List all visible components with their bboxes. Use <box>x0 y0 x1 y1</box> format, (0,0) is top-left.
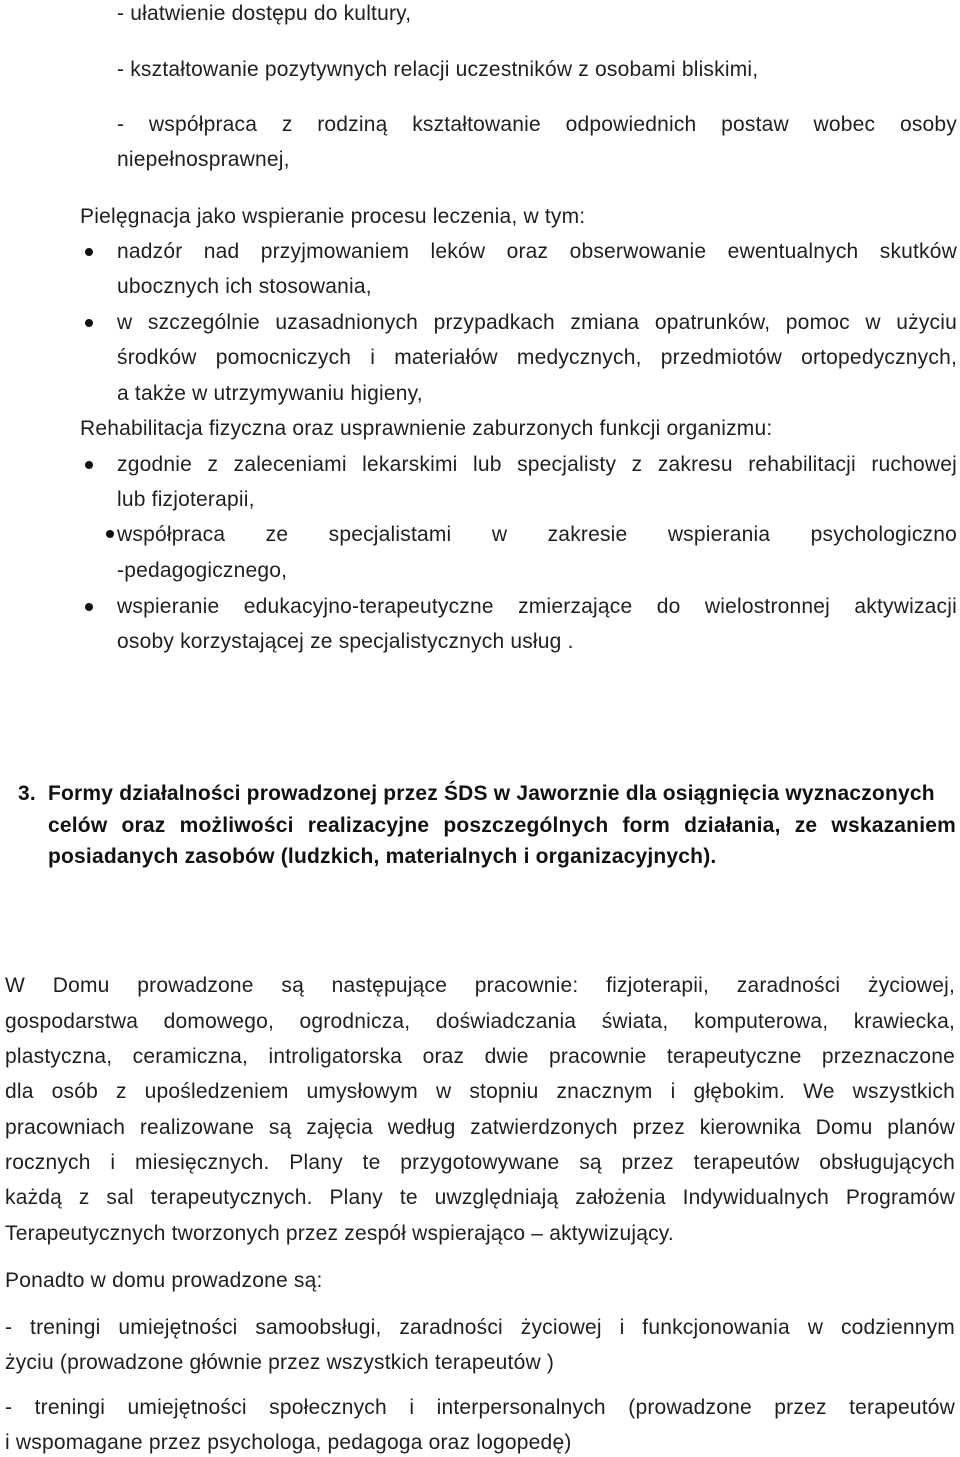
care-bullet-1-line-1: nadzór nad przyjmowaniem leków oraz obserwowanie ewentualnych skutków <box>117 240 957 263</box>
care-section-title: Pielęgnacja jako wspieranie procesu leczenia, w tym: <box>80 205 586 228</box>
training-2-line-1: - treningi umiejętności społecznych i interpersonalnych (prowadzone przez terapeutów <box>5 1396 955 1419</box>
paragraph-1-line-4: dla osób z upośledzeniem umysłowym w stopniu znacznym i głębokim. We wszystkich <box>5 1080 955 1103</box>
paragraph-1-line-6: rocznych i miesięcznych. Plany te przygotowywane są przez terapeutów obsługujących <box>5 1151 955 1174</box>
bullet-icon <box>85 461 93 469</box>
bullet-icon <box>85 603 93 611</box>
care-bullet-2-line-2: środków pomocniczych i materiałów medycznych, przedmiotów ortopedycznych, <box>117 346 957 369</box>
section-3-heading-line-2: celów oraz możliwości realizacyjne poszczególnych form działania, ze wskazaniem <box>48 814 956 837</box>
rehab-bullet-3-line-1: wspieranie edukacyjno-terapeutyczne zmierzające do wielostronnej aktywizacji <box>117 595 957 618</box>
rehab-bullet-1-line-2: lub fizjoterapii, <box>117 488 255 511</box>
training-2-line-2: i wspomagane przez psychologa, pedagoga oraz logopedę) <box>5 1431 572 1454</box>
training-1-line-2: życiu (prowadzone głównie przez wszystkich terapeutów ) <box>5 1351 555 1374</box>
paragraph-1-line-3: plastyczna, ceramiczna, introligatorska oraz dwie pracownie terapeutyczne przeznaczone <box>5 1045 955 1068</box>
paragraph-1-line-7: każdą z sal terapeutycznych. Plany te uwzględniają założenia Indywidualnych Programów <box>5 1186 955 1209</box>
training-1-line-1: - treningi umiejętności samoobsługi, zaradności życiowej i funkcjonowania w codziennym <box>5 1316 955 1339</box>
section-3-heading-line-1: Formy działalności prowadzonej przez ŚDS w Jaworznie dla osiągnięcia wyznaczonych <box>48 782 935 805</box>
section-3-number: 3. <box>18 782 36 805</box>
paragraph-1-line-8: Terapeutycznych tworzonych przez zespół wspierająco – aktywizujący. <box>5 1222 674 1245</box>
section-3-heading-line-3: posiadanych zasobów (ludzkich, materialnych i organizacyjnych). <box>48 845 717 868</box>
rehab-bullet-2-line-1: współpraca ze specjalistami w zakresie wspierania psychologiczno <box>117 523 957 546</box>
paragraph-1-line-5: pracowniach realizowane są zajęcia według zatwierdzonych przez kierownika Domu planów <box>5 1116 955 1139</box>
rehab-bullet-1-line-1: zgodnie z zaleceniami lekarskimi lub specjalisty z zakresu rehabilitacji ruchowej <box>117 453 957 476</box>
care-bullet-1-line-2: ubocznych ich stosowania, <box>117 275 372 298</box>
rehab-bullet-2-line-2: -pedagogicznego, <box>117 559 288 582</box>
paragraph-1-line-1: W Domu prowadzone są następujące pracownie: fizjoterapii, zaradności życiowej, <box>5 974 955 997</box>
care-bullet-2-line-3: a także w utrzymywaniu higieny, <box>117 382 423 405</box>
bullet-icon <box>106 530 114 538</box>
care-bullet-2-line-1: w szczególnie uzasadnionych przypadkach zmiana opatrunków, pomoc w użyciu <box>117 311 957 334</box>
rehab-section-title: Rehabilitacja fizyczna oraz usprawnienie zaburzonych funkcji organizmu: <box>80 417 773 440</box>
paragraph-1-line-2: gospodarstwa domowego, ogrodnicza, doświadczania świata, komputerowa, krawiecka, <box>5 1010 955 1033</box>
intro-item-culture: - ułatwienie dostępu do kultury, <box>117 2 412 25</box>
bullet-icon <box>85 319 93 327</box>
rehab-bullet-3-line-2: osoby korzystającej ze specjalistycznych usług . <box>117 630 574 653</box>
paragraph-2-title: Ponadto w domu prowadzone są: <box>5 1269 323 1292</box>
bullet-icon <box>85 248 93 256</box>
section-3-heading <box>18 779 958 809</box>
intro-item-relations: - kształtowanie pozytywnych relacji uczestników z osobami bliskimi, <box>117 58 759 81</box>
intro-item-family: - współpraca z rodziną kształtowanie odpowiednich postaw wobec osoby <box>117 113 957 136</box>
intro-item-family-cont: niepełnosprawnej, <box>117 148 290 171</box>
